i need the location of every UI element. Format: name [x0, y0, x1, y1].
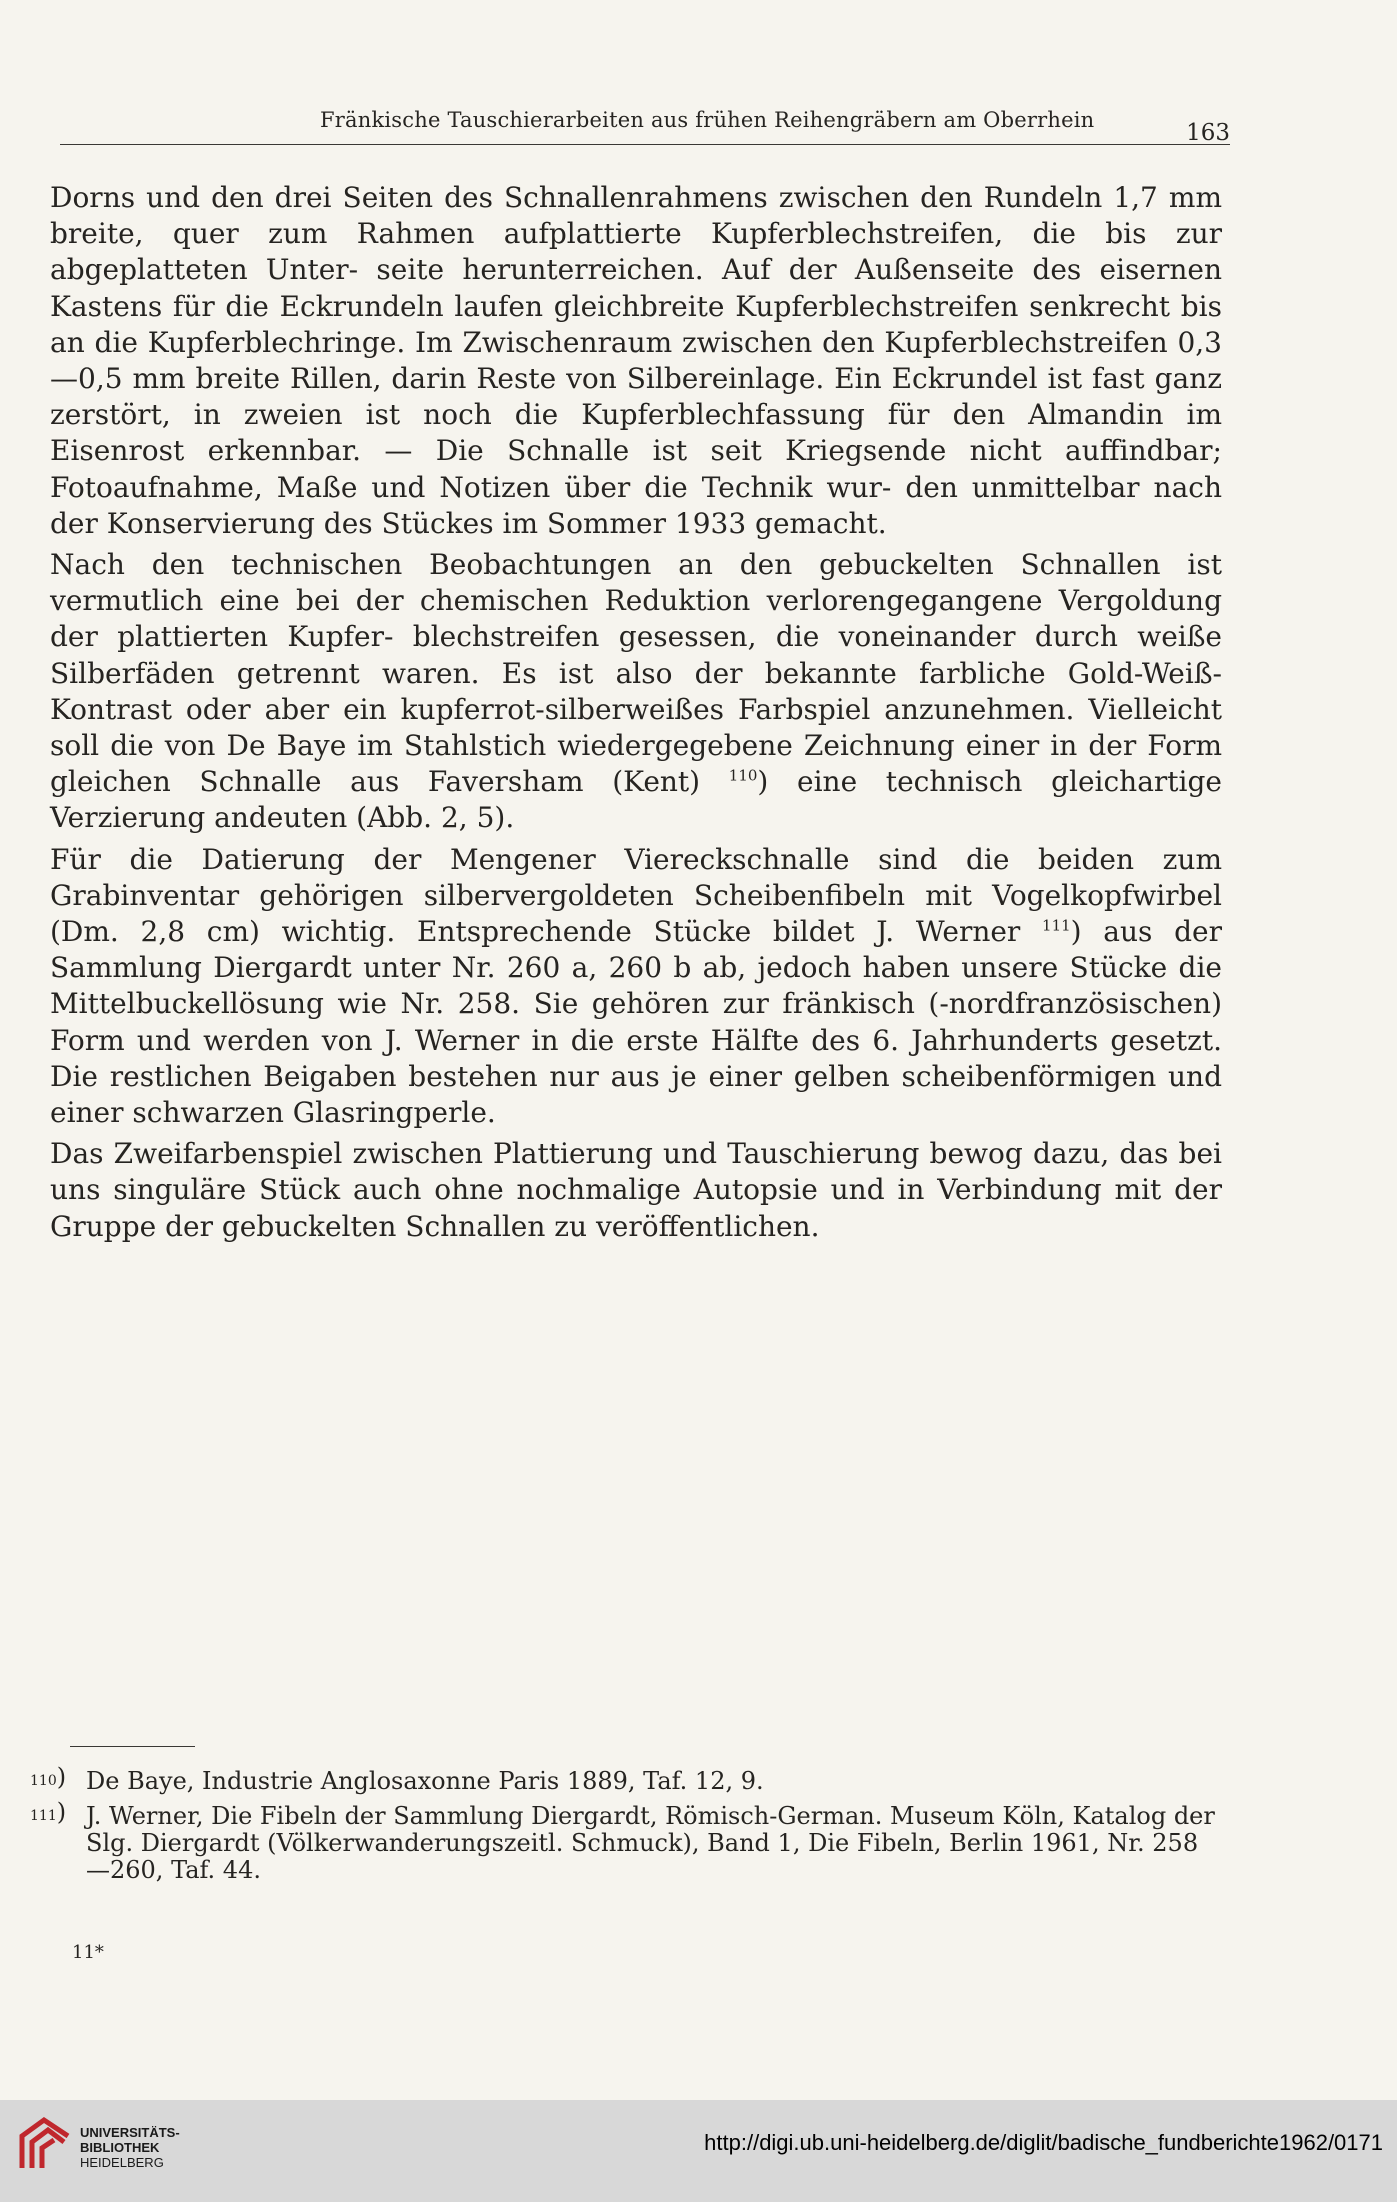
- footnotes: [30, 1763, 1220, 1892]
- footnote-divider: [70, 1746, 195, 1747]
- footnote-number: 110): [30, 1763, 67, 1791]
- footnote-number: 111): [30, 1798, 67, 1826]
- paragraph-3: [50, 842, 1222, 1132]
- paragraph-4: Das Zweifarbenspiel zwischen Plattierung und Tauschierung bewog dazu, das bei uns singuläre Stück auch ohne nochmalige Autopsie und in Verbindung mit der Gruppe der gebuckelten Schnallen zu veröffentlichen.: [50, 1137, 1222, 1243]
- paragraph-2-text-b: ) eine technisch gleichartige Verzierung andeuten (Abb. 2, 5).: [50, 765, 1222, 835]
- library-name: UNIVERSITÄTS- BIBLIOTHEK HEIDELBERG: [80, 2125, 180, 2170]
- paragraph-2: [50, 547, 1222, 837]
- footer-bar: [0, 2100, 1397, 2202]
- footnote-ref-111[interactable]: 111: [1042, 916, 1071, 935]
- footnote-text: J. Werner, Die Fibeln der Sammlung Diergardt, Römisch-German. Museum Köln, Katalog der Slg. Diergardt (Völkerwanderungszeitl. Schmuck), Band 1, Die Fibeln, Berlin 1961, Nr. 258—260, Taf. 44.: [86, 1802, 1215, 1884]
- footnote-110: [30, 1763, 1220, 1795]
- running-header: [60, 104, 1230, 145]
- paragraph-3-text-a: Für die Datierung der Mengener Viereckschnalle sind die beiden zum Grabinventar gehörigen silbervergoldeten Scheibenfibeln mit Vogelkopfwirbel (Dm. 2,8 cm) wichtig. Entsprechende Stücke bildet J. Werner: [50, 842, 1222, 949]
- permalink-url[interactable]: http://digi.ub.uni-heidelberg.de/diglit/badische_fundberichte1962/0171: [704, 2130, 1383, 2155]
- body-text: [50, 180, 1222, 1250]
- footnote-111: [30, 1798, 1220, 1884]
- library-logo-icon[interactable]: [14, 2114, 76, 2176]
- footnote-text: De Baye, Industrie Anglosaxonne Paris 1889, Taf. 12, 9.: [86, 1767, 764, 1795]
- paragraph-2-text-a: Nach den technischen Beobachtungen an den gebuckelten Schnallen ist vermutlich eine bei der chemischen Reduktion verlorengegangene Vergoldung der plattierten Kupfer- blechstreifen gesessen, die voneinander durch weiße Silberfäden getrennt waren. Es ist also der bekannte farbliche Gold-Weiß-Kontrast oder aber ein kupferrot-silberweißes Farbspiel anzunehmen. Vielleicht soll die von De Baye im Stahlstich wiedergegebene Zeichnung einer in der Form gleichen Schnalle aus Faversham (Kent): [50, 548, 1222, 799]
- paragraph-1: Dorns und den drei Seiten des Schnallenrahmens zwischen den Rundeln 1,7 mm breite, quer zum Rahmen aufplattierte Kupferblechstreifen, die bis zur abgeplatteten Unter- seite herunterreichen. Auf der Außenseite des eisernen Kastens für die Eckrundeln laufen gleichbreite Kupferblechstreifen senkrecht bis an die Kupferblechringe. Im Zwischenraum zwischen den Kupferblechstreifen 0,3—0,5 mm breite Rillen, darin Reste von Silbereinlage. Ein Eckrundel ist fast ganz zerstört, in zweien ist noch die Kupferblechfassung für den Almandin im Eisenrost erkennbar. — Die Schnalle ist seit Kriegsende nicht auffindbar; Fotoaufnahme, Maße und Notizen über die Technik wur- den unmittelbar nach der Konservierung des Stückes im Sommer 1933 gemacht.: [50, 181, 1222, 540]
- footnote-ref-110[interactable]: 110: [728, 766, 758, 785]
- signature-mark: 11*: [72, 1942, 104, 1963]
- running-title: Fränkische Tauschierarbeiten aus frühen Reihengräbern am Oberrhein: [320, 108, 1095, 132]
- paragraph-3-text-b: ) aus der Sammlung Diergardt unter Nr. 260 a, 260 b ab, jedoch haben unsere Stücke die Mittelbuckellösung wie Nr. 258. Sie gehören zur fränkisch (-nordfranzösischen) Form und werden von J. Werner in die erste Hälfte des 6. Jahrhunderts gesetzt. Die restlichen Beigaben bestehen nur aus je einer gelben scheibenförmigen und einer schwarzen Glasringperle.: [50, 915, 1222, 1130]
- page-number: 163: [1186, 120, 1230, 146]
